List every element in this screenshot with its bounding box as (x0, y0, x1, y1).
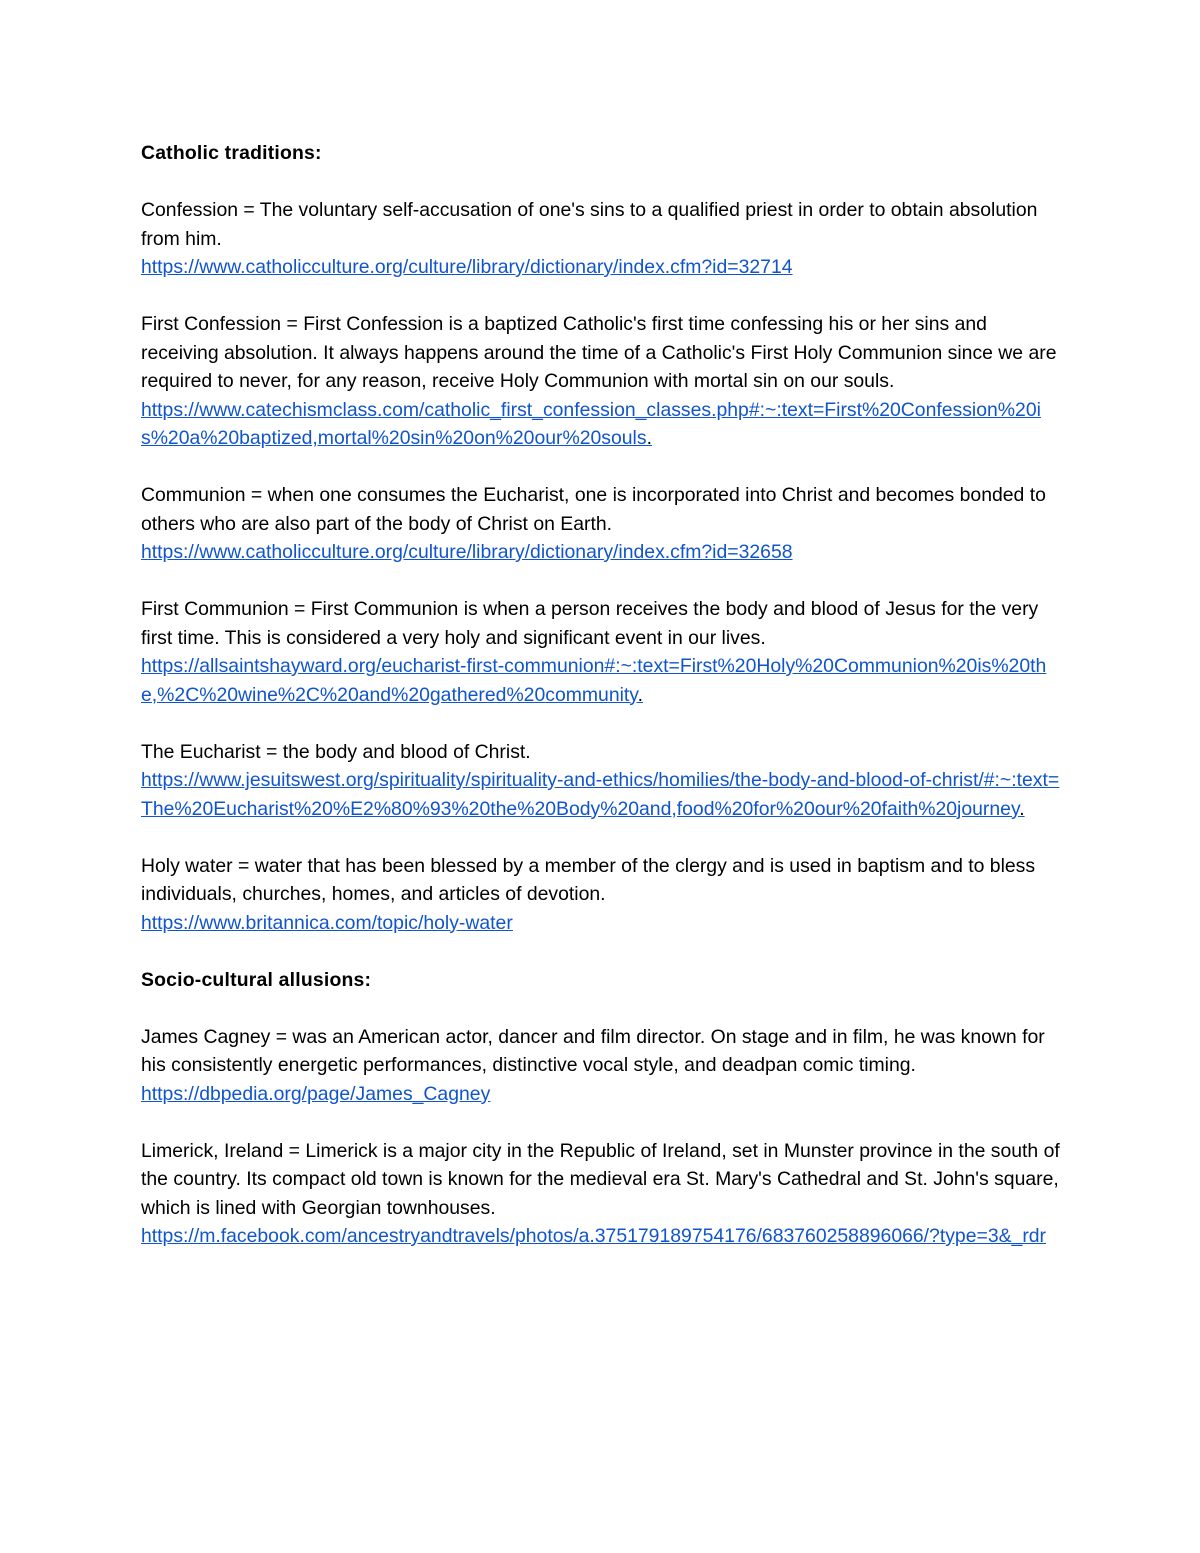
entry-link[interactable]: https://www.catholicculture.org/culture/library/dictionary/index.cfm?id=32714 (141, 256, 793, 278)
entry-link[interactable]: https://www.britannica.com/topic/holy-water (141, 911, 513, 934)
entry-communion (141, 481, 1061, 567)
link-trail: . (1019, 797, 1025, 820)
entry-definition: Confession = The voluntary self-accusation of one's sins to a qualified priest in order to obtain absolution from him. (141, 199, 1038, 250)
spacer (141, 937, 1061, 966)
entry-definition: First Confession = First Confession is a baptized Catholic's first time confessing his or her sins and receiving absolution. It always happens around the time of a Catholic's First Holy Communion since we are required to never, for any reason, receive Holy Communion with mortal sin on our souls. (141, 313, 1057, 392)
section-heading-socio-cultural-allusions: Socio-cultural allusions: (141, 968, 372, 991)
document-page (141, 139, 1061, 1251)
entry-definition: The Eucharist = the body and blood of Christ. (141, 740, 531, 763)
entry-link[interactable]: https://dbpedia.org/page/James_Cagney (141, 1082, 491, 1105)
entry-link[interactable]: https://www.catechismclass.com/catholic_first_confession_classes.php#:~:text=First%20Confession%20is%20a%20baptized,mortal%20sin%20on%20our%20souls (141, 398, 1041, 449)
spacer (141, 994, 1061, 1023)
link-trail: . (637, 683, 643, 706)
spacer (141, 567, 1061, 596)
entry-link[interactable]: https://www.catholicculture.org/culture/library/dictionary/index.cfm?id=32658 (141, 541, 793, 563)
entry-definition: Limerick, Ireland = Limerick is a major city in the Republic of Ireland, set in Munster province in the south of the country. Its compact old town is known for the medieval era St. Mary's Cathedral and St. John's square, which is lined with Georgian townhouses. (141, 1139, 1060, 1219)
entry-link[interactable]: https://m.facebook.com/ancestryandtravels/photos/a.375179189754176/683760258896066/?type=3&_rdr (141, 1225, 1047, 1247)
link-trail: . (646, 427, 652, 449)
spacer (141, 709, 1061, 738)
section-heading-catholic-traditions: Catholic traditions: (141, 142, 322, 164)
spacer (141, 453, 1061, 482)
entry-holy-water (141, 852, 1061, 938)
entry-link[interactable]: https://allsaintshayward.org/eucharist-first-communion#:~:text=First%20Holy%20Communion%20is%20the,%2C%20wine%2C%20and%20gathered%20community (141, 655, 1047, 706)
spacer (141, 282, 1061, 311)
entry-first-confession (141, 310, 1061, 453)
entry-definition: First Communion = First Communion is when a person receives the body and blood of Jesus for the very first time. This is considered a very holy and significant event in our lives. (141, 598, 1039, 649)
entry-limerick-ireland (141, 1137, 1061, 1251)
spacer (141, 1108, 1061, 1137)
entry-definition: Holy water = water that has been blessed by a member of the clergy and is used in baptism and to bless individuals, churches, homes, and articles of devotion. (141, 854, 1036, 905)
entry-first-communion (141, 595, 1061, 709)
entry-the-eucharist (141, 738, 1061, 824)
entry-definition: Communion = when one consumes the Eucharist, one is incorporated into Christ and becomes bonded to others who are also part of the body of Christ on Earth. (141, 484, 1046, 535)
entry-james-cagney (141, 1023, 1061, 1109)
entry-confession (141, 196, 1061, 282)
spacer (141, 168, 1061, 197)
entry-definition: James Cagney = was an American actor, dancer and film director. On stage and in film, he was known for his consistently energetic performances, distinctive vocal style, and deadpan comic timing. (141, 1025, 1045, 1076)
spacer (141, 823, 1061, 852)
entry-link[interactable]: https://www.jesuitswest.org/spirituality/spirituality-and-ethics/homilies/the-body-and-blood-of-christ/#:~:text=The%20Eucharist%20%E2%80%93%20the%20Body%20and,food%20for%20our%20faith%20journey (141, 769, 1060, 820)
